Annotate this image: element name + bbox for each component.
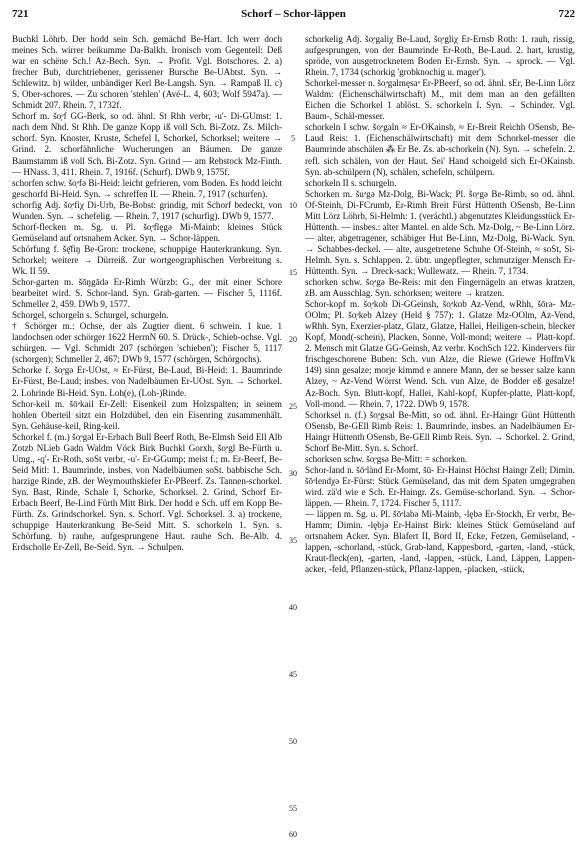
- line-number: 45: [289, 670, 297, 679]
- entry-continuation: Buchkl Löhrb. Der hodd sein Sch. gemächd Be-Hart. Ich werr doch meines Sch. wirrer beikumme Da-Balkh. Ironisch vom Gegenteil: Deß war en schëne Sch.! Az-Bech. Syn. → Profit. Vgl. Botschores. 2. a) frecher Bub, durchtriebener, gerissener Bursche Be-UAbtst. Syn. → Schlewitz. b) wilder, unbändiger Kerl Be-Langsh. Syn. → Rampaß II. c) S. Ober-schores. — Zu schoren 'stehlen' (Avé-L. 4, 603; Wolf 5947a). — Schmidt 207. Rhein. 7, 1732f.: [12, 34, 282, 111]
- line-number: 25: [289, 402, 297, 411]
- line-number: 60: [289, 830, 297, 839]
- entry-schorfig: schorfig Adj. šo̜ᵊfiχ Di-Urb, Be-Bobst: grindig, mit Schorf bedeckt, von Wunden. Syn. → schefelig. — Rhein. 7, 1917 (schurfig). DWb 9, 1577.: [12, 199, 282, 221]
- line-number: 35: [289, 536, 297, 545]
- entry-schorf-flecken: Schorf-flecken m. Sg. u. Pl. šo̜ᵊflęgə Mi-Mainb: kleines Stück Gemüseland auf ortsnahem Acker. Syn. → Schor-läppen.: [12, 221, 282, 243]
- entry-schorksel: Schorksel n. (f.) šo̜ᵊgsal Be-Mitt, so od. ähnl. Er-Haingr Günt Hüttenth OSensb, Be-GEll Rimb Reis: 1. Baumrinde, insbes. an Nadelbäumen Er-Haingr Hüttenth OSensb, Be-GEll Rimb Reis. Syn. → Schorkel. 2. Grind, Schorf Be-Mitt. Syn. s. Schorf.: [305, 409, 575, 453]
- entry-schorf: Schorf m. šo̜ᵊf GG-Berk, so od. ähnl. St Rhh verbr, -u'- Di-GUmst: 1. nach dem Nhd. St Rhh. De ganze Kopp iß voll Sch. Bi-Zotz. Zs. Milch-schorf. Syn. Knoster, Kruste, Schefel I, Schorkel, Schorksel; weitere → Grind. 2. schorfähnliche Wucherungen an Bäumen. De ganze Baumstamm iß voll Sch. Bi-Zotz. Syn. Grind — am Rebstock Mz-Finth. — HNass. 3, 411. Rhein. 7, 1916f. (Schurf). DWb 9, 1575f.: [12, 111, 282, 177]
- right-column: [305, 34, 575, 846]
- line-number: 15: [289, 268, 297, 277]
- entry-schorkeln-1: schorkeln I schw. šo̜ᵊgaln ≈ Er-OKainsb, ≈ Er-Breit Reichh OSensb, Be-Laud Reis: 1. (Eichenschälwirtschaft) mit dem Schorkel-messer die Baumrinde abschälen ⁂ Er Be. Zs. ab-schorkeln (N). Syn. → schefeln. 2. refl. sich schälen, von der Haut. Sei' Hand schoigeld sich Er-OKainsb. Syn. ab-schülpern (N), schälen, schefeln, schülpern.: [305, 122, 575, 177]
- entry-schoerger: † Schörger m.: Ochse, der als Zugtier dient. 6 schwein. 1 kue. 1 landochsen oder schörger 1622 HerrnN 60. S. Drück-, Schieb-ochse. Vgl. schürgen. — Vgl. Schmidt 207 (schörgen 'schieben'); Fischer 5, 1117 (schorgen); Schmeller 2, 467; DWb 9, 1577 (schörgen, Schörgochs).: [12, 321, 282, 365]
- line-number: 20: [289, 335, 297, 344]
- entry-schorgel: Schorgel, schorgeln s. Schurgel, schurgeln.: [12, 310, 169, 321]
- right-page-number: 722: [558, 8, 575, 20]
- entry-schorfen: schorfen schw. šo̜ᵊfə Bi-Heid: leicht gefrieren, vom Boden. Es hodd leicht geschorfd Bi-Heid. Syn. → schreffen II. — Rhein. 7, 1917 (schurfen).: [12, 177, 282, 199]
- entry-schor-land: Schor-land n. šōᵊländ Er-Momt, šū- Er-Hainst Höchst Haingr Zell; Dimin. šōᵊlendχə Er-Fürst: Stück Gemüseland, das mit dem Spaten umgegraben wird. zä'd wie e Sch. Er-Haingr. Zs. Gemüse-schorland. Syn. → Schor-läppen. — Rhein. 7, 1724. Fischer 5, 1117.: [305, 464, 575, 508]
- left-column: [12, 34, 282, 846]
- entry-schorken-noun: Schorken m. šuᵊgə Mz-Dolg, Bi-Wack; Pl. šo̜ᵊgə Be-Rimb, so od. ähnl. Of-Steinh, Di-FCrumb, Er-Rimh Breit Fürst Hüttenth OSensb, Be-Linn Mitt Lörz Löhrb, Si-Helmh: 1. (verächtl.) abgenutztes Kleidungsstück Er-Hüttenth. — insbes.: alter Mantel. en alde Sch. Mz-Dolg, ~ Be-Linn Lörz. — alter, abgetragener, schäbiger Hut Be-Linn, Mz-Dolg, Bi-Wack. Syn. → Schabbes-deckel. — alte, ausgetretene Schuhe Of-Steinh, ≈ soSt, Si-Helmh. Syn. s. Schlappen. 2. übtr. ungepflegter, schmutziger Mensch Er-Hüttenth. Syn. → Dreck-sack; Wullewatz. — Rhein. 7, 1734.: [305, 188, 575, 276]
- entry-schor-keil: Schor-keil m. šōᵊkail Er-Zell: Eisenkeil zum Holzspalten; in seinem hohlen Oberteil sitzt ein Holzdübel, den ein Eisenring zusammenhält. Syn. Gehäuse-keil, Ring-keil.: [12, 398, 282, 431]
- line-number: 5: [291, 134, 295, 143]
- entry-schorkeln-2: schorkeln II s. schurgeln.: [305, 177, 397, 188]
- entry-schorke: Schorke f. šo̜ᵊgə Er-UOst, ≈ Er-Fürst, Be-Laud, Bi-Heid: 1. Baumrinde Er-Fürst, Be-Laud; insbes. von Nadelbäumen Er-UOst. Syn. → Schorkel. 2. Lohrinde Bi-Heid. Syn. Loh(e), (Loh-)Rinde.: [12, 365, 282, 398]
- page-header: [12, 8, 575, 26]
- entry-schorkelig: schorkelig Adj. šo̜ᵊgaliχ Be-Laud, šo̜ᵊgliχ Er-Ernsb Roth: 1. rauh, rissig, aufgesprungen, von der Baumrinde Er-Roth, Be-Laud. 2. hart, krustig, spröde, von ausgetrocknetem Boden Er-Ernsb. Syn. → sprock. — Vgl. Rhein. 7, 1734 (schorkig 'grobknochig u. mager').: [305, 34, 575, 78]
- line-number: 50: [289, 737, 297, 746]
- entry-schorkel-messer: Schorkel-messer n. šo̜ᵊgalmęsaᵊ Er-PBeerf, so od. ähnl. sEr, Be-Linn Lörz Waldm: (Eichenschälwirtschaft) M., mit dem man an den gefällten Eichen die Schorkel 1 ablöst. S. schorkeln I. Syn. → Schinder. Vgl. Baum-, Schäl-messer.: [305, 78, 575, 122]
- entry-schor-kopf: Schor-kopf m. šo̜ᵊkob Di-GGeinsh, šo̜ᵊkob Az-Vend, wRhh, šōrə- Mz-OOlm; Pl. šo̜ᵊkeb Alzey (Held § 757): 1. Glatze Mz-OOlm, Az-Vend, wRhh. Syn. Exerzier-platz, Glatz, Glatze, Hallei, Heiligen-schein, blecker Kopf, Mond(-schein), Placken, Sonne, Voll-mond; weitere → Platt-kopf. 2. Mensch mit Glatze GG-Geinsh, Az verbr. KochSch 122. Kindervers für frischgeschorene Buben: Sch. vun Alze, die Riewe (Griewe HoffmVk 149) sinn gesalze; morje kimmd e annere Mann, der se besser salze kann Alzey, ~ Az-Vend Wörrst Wend. Sch. vun Alze, de Bodder eß gesalze! Az-Boch. Syn. Blutt-kopf, Hallei, Kahl-kopf, Kupfer-platte, Platt-kopf, Voll-mond. — Rhein. 7, 1722. DWb 9, 1578.: [305, 299, 575, 409]
- line-number: 55: [289, 804, 297, 813]
- entry-laeppen: — läppen m. Sg. u. Pl. šōᵊlabə Mi-Mainb, -lębə Er-Stockh, Er verbr, Be-Hamm; Dimin. -lębjə Er-Hainst Birk: kleines Stück Gemüseland auf ortsnahem Acker. Syn. Blafert II, Bord II, Ecke, Fetzen, Gemüseland, -lappen, -schorland, -stück, Grab-land, Kappesbord, -garten, -land, -stück, Kraut-fleck(en), -garten, -land, -lappen, -stück, Land, Läppen, Lappen-acker, -feld, Pflanzen-stück, Pflanz-lappen, -placken, -stück,: [305, 509, 575, 575]
- line-number: 30: [289, 469, 297, 478]
- line-number: 10: [289, 201, 297, 210]
- running-title: Schorf – Schor-läppen: [241, 8, 346, 20]
- entry-schorken-verb: schorken schw. šo̜ᵊgə Be-Reis: mit den Fingernägeln an etwas kratzen, zB. am Ausschlag. Syn. schorksen; weitere → kratzen.: [305, 277, 575, 299]
- entry-schorksen: schorksen schw. šo̜ᵊgsə Be-Mitt: = schorken.: [305, 453, 468, 464]
- entry-schorkel: Schorkel f. (m.) šo̜ᵊgəl Er-Erbach Bull Beerf Roth, Be-Elmsh Seid Ell Alb Zotzb NLieb Gadn Waldm Vöck Birk Buchkl Gorxh, šo̜ᵊgl Be-Fürth u. Umg., -q'- Er-Roth, soSt verbr, -u'- Er-GGump; meist f.; m. Er-Beerf, Be-Seid Mitl: 1. Baumrinde, insbes. von Nadelbäumen soSt. babbische Sch. harzige Rinde, zB. der Weymouthskiefer Er-PBeerf. Zs. Tannen-schorkel. Syn. Bast, Rinde, Schale I, Schorke, Schorksel. 2. Grind, Schorf Er-Erbach Beerf, Be-Lind Fürth Mitt Birk. Der hodd e Sch. uff em Kopp Be-Fürth. Zs. Grindschorkel. Syn. s. Schorf. Vgl. Schorksel. 3. a) trockene, schuppige Hauterkrankung Be-Seid Mitt. S. schorkeln 1. Syn. s. Schörfung. b) rauhe, aufgesprungene Haut. rauhe Sch. Be-Alb. 4. Erdscholle Er-Zell, Be-Seid. Syn. → Schulpen.: [12, 431, 282, 553]
- left-page-number: 721: [12, 8, 29, 20]
- line-number: 40: [289, 603, 297, 612]
- entry-schor-garten: Schor-garten m. šōŋgādə Er-Rimh Würzb: G., der mit einer Schore bearbeitet wird. S. Schor-land. Syn. Grab-garten. — Fischer 5, 1116f. Schmeller 2, 459. DWb 9, 1577.: [12, 277, 282, 310]
- entry-schoerfung: Schörfung f. šę̄fiŋ Be-Gron: trockene, schuppige Hauterkrankung. Syn. Schorkel; weitere → Dürreiß. Zur wortgeographischen Verbreitung s. Wk. II 59.: [12, 243, 282, 276]
- line-number-gutter: [285, 34, 301, 846]
